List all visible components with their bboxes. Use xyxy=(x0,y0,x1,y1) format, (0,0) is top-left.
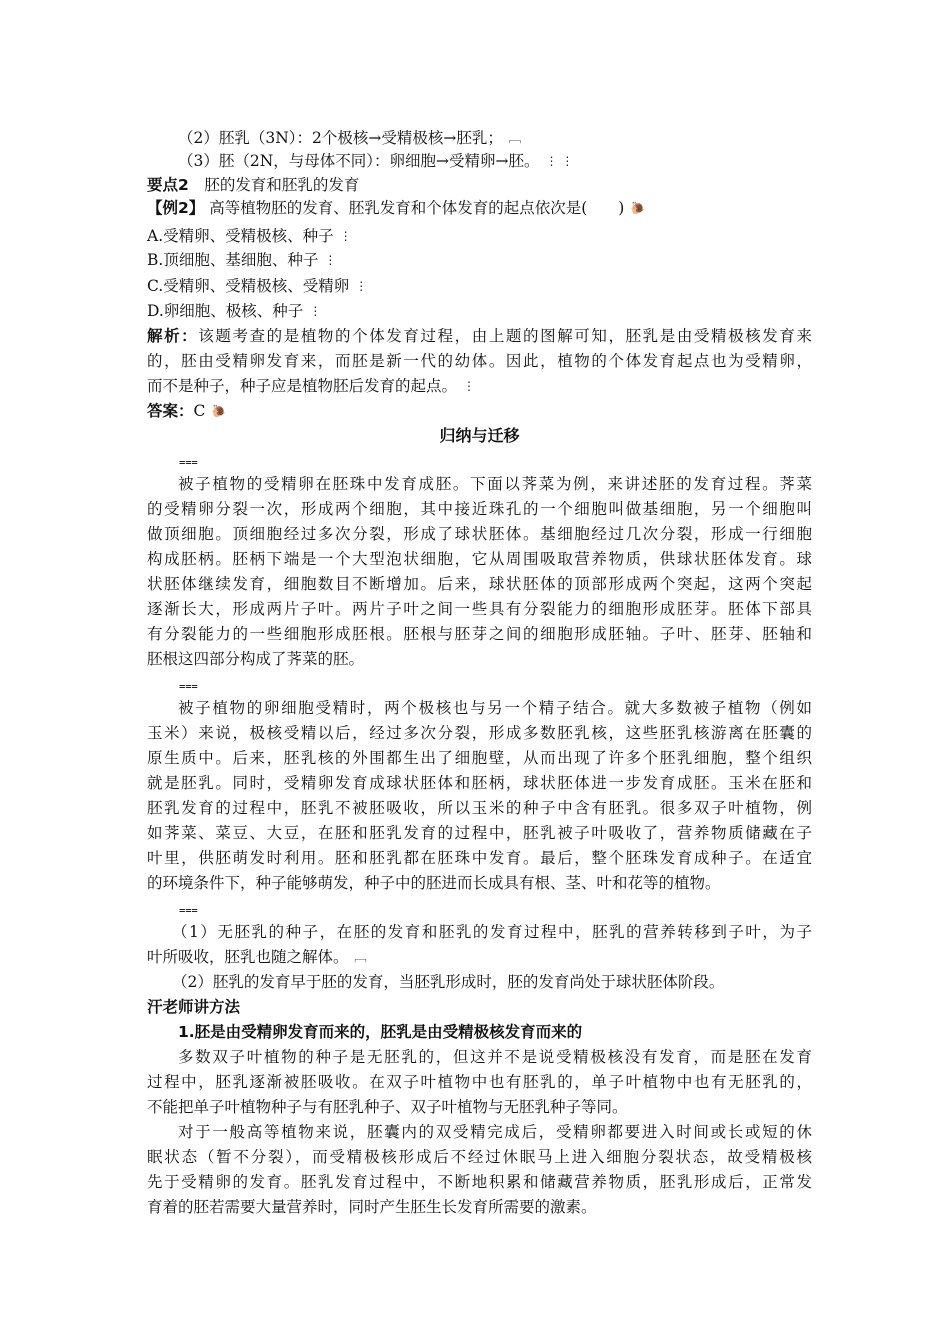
paragraph-line: 的受精卵分裂一次，形成两个细胞，其中接近珠孔的一个细胞叫做基细胞，另一个细胞叫 xyxy=(147,500,812,518)
paragraph-line: 胚根这四部分构成了荠菜的胚。 xyxy=(147,650,365,668)
option-d: D.卵细胞、极核、种子 ⋮ xyxy=(147,302,322,320)
paragraph-line: 育着的胚若需要大量营养时，同时产生胚生长发育所需要的激素。 xyxy=(147,1198,597,1216)
option-a: A.受精卵、受精极核、种子 ⋮ xyxy=(147,227,352,245)
paragraph-line: 过程中，胚乳逐渐被胚吸收。在双子叶植物中也有胚乳的，单子叶植物中也有无胚乳的， xyxy=(147,1073,812,1091)
paragraph-line: 不能把单子叶植物种子与有胚乳种子、双子叶植物与无胚乳种子等同。 xyxy=(147,1098,628,1116)
method-subheading: 1.胚是由受精卵发育而来的，胚乳是由受精极核发育而来的 xyxy=(178,1023,583,1041)
small-glyph-icon: ⩶ xyxy=(179,455,198,468)
snail-mark-icon: 🐌 xyxy=(211,404,227,418)
paragraph-line: 胚乳发育的过程中，胚乳不被胚吸收，所以玉米的种子中含有胚乳。很多双子叶植物，例 xyxy=(147,799,812,817)
paragraph-line: （2）胚乳的发育早于胚的发育，当胚乳形成时，胚的发育尚处于球状胚体阶段。 xyxy=(172,973,725,991)
example-question: 【例2】 高等植物胚的发育、胚乳发育和个体发育的起点依次是( ) 🐌 xyxy=(147,199,646,217)
answer-line: 答案：C 🐌 xyxy=(147,402,227,420)
snail-mark-icon: 🐌 xyxy=(630,201,646,215)
paragraph-line: 叶所吸收，胚乳也随之解体。 ﹇ xyxy=(147,948,367,966)
paragraph-line: 对于一般高等植物来说，胚囊内的双受精完成后，受精卵都要进入时间或长或短的休 xyxy=(178,1123,812,1141)
dots-mark-icon: ⋮ ⋮ xyxy=(545,154,574,168)
dots-mark-icon: ⋮ xyxy=(355,279,368,293)
section-title: 归纳与迁移 xyxy=(439,426,520,445)
paragraph-line: 的环境条件下，种子能够萌发，种子中的胚进而长成具有根、茎、叶和花等的植物。 xyxy=(147,874,721,892)
paragraph-line: 被子植物的受精卵在胚珠中发育成胚。下面以荠菜为例，来讲述胚的发育过程。荠菜 xyxy=(178,475,812,493)
analysis-line: 而不是种子，种子应是植物胚后发育的起点。 ⋮ xyxy=(147,377,476,395)
text-line: （2）胚乳（3N）：2个极核→受精极核→胚乳； ﹇ xyxy=(178,129,521,147)
paragraph-line: 状胚体继续发育，细胞数目不断增加。后来，球状胚体的顶部形成两个突起，这两个突起 xyxy=(147,575,812,593)
paragraph-line: 有分裂能力的一些细胞形成胚根。胚根与胚芽之间的细胞形成胚轴。子叶、胚芽、胚轴和 xyxy=(147,625,812,643)
bracket-mark-icon: ﹇ xyxy=(354,950,367,964)
method-heading: 汗老师讲方法 xyxy=(147,998,241,1016)
paragraph-line: 多数双子叶植物的种子是无胚乳的，但这并不是说受精极核没有发育，而是胚在发育 xyxy=(178,1048,812,1066)
paragraph-line: 如荠菜、菜豆、大豆，在胚和胚乳发育的过程中，胚乳被子叶吸收了，营养物质储藏在子 xyxy=(147,824,812,842)
analysis-line: 的，胚由受精卵发育来，而胚是新一代的幼体。因此，植物的个体发育起点也为受精卵， xyxy=(147,352,812,370)
paragraph-line: 被子植物的卵细胞受精时，两个极核也与另一个精子结合。就大多数被子植物（例如 xyxy=(178,699,812,717)
paragraph-line: 玉米）来说，极核受精以后，经过多次分裂，形成多数胚乳核，这些胚乳核游离在胚囊的 xyxy=(147,724,812,742)
paragraph-line: 先于受精卵的发育。胚乳发育过程中，不断地积累和储藏营养物质，胚乳形成后，正常发 xyxy=(147,1173,812,1191)
option-b: B.顶细胞、基细胞、种子 ⋮ xyxy=(147,251,337,269)
paragraph-line: （1）无胚乳的种子，在胚的发育和胚乳的发育过程中，胚乳的营养转移到子叶，为子 xyxy=(172,923,812,941)
dots-mark-icon: ⋮ xyxy=(463,379,476,393)
paragraph-line: 做顶细胞。顶细胞经过多次分裂，形成了球状胚体。基细胞经过几次分裂，形成一行细胞 xyxy=(147,525,812,543)
paragraph-line: 构成胚柄。胚柄下端是一个大型泡状细胞，它从周围吸取营养物质，供球状胚体发育。球 xyxy=(147,550,812,568)
small-glyph-icon: ⩶ xyxy=(179,903,198,916)
small-glyph-icon: ⩶ xyxy=(179,679,198,692)
paragraph-line: 叶里，供胚萌发时利用。胚和胚乳都在胚珠中发育。最后，整个胚珠发育成种子。在适宜 xyxy=(147,849,812,867)
paragraph-line: 原生质中。后来，胚乳核的外围都生出了细胞壁，从而出现了许多个胚乳细胞，整个组织 xyxy=(147,749,812,767)
section-heading-point2: 要点2 胚的发育和胚乳的发育 xyxy=(147,176,360,194)
paragraph-line: 逐渐长大，形成两片子叶。两片子叶之间一些具有分裂能力的细胞形成胚芽。胚体下部具 xyxy=(147,600,812,618)
text-line: （3）胚（2N，与母体不同）：卵细胞→受精卵→胚。 ⋮ ⋮ xyxy=(178,152,574,170)
bracket-mark-icon: ﹇ xyxy=(508,131,521,145)
paragraph-line: 眠状态（暂不分裂），而受精极核形成后不经过休眠马上进入细胞分裂状态，故受精极核 xyxy=(147,1148,812,1166)
dots-mark-icon: ⋮ xyxy=(324,253,337,267)
paragraph-line: 就是胚乳。同时，受精卵发育成球状胚体和胚柄，球状胚体进一步发育成胚。玉米在胚和 xyxy=(147,774,812,792)
analysis-line: 解析：该题考查的是植物的个体发育过程，由上题的图解可知，胚乳是由受精极核发育来 xyxy=(147,327,812,345)
dots-mark-icon: ⋮ xyxy=(339,229,352,243)
dots-mark-icon: ⋮ xyxy=(309,304,322,318)
option-c: C.受精卵、受精极核、受精卵 ⋮ xyxy=(147,277,368,295)
